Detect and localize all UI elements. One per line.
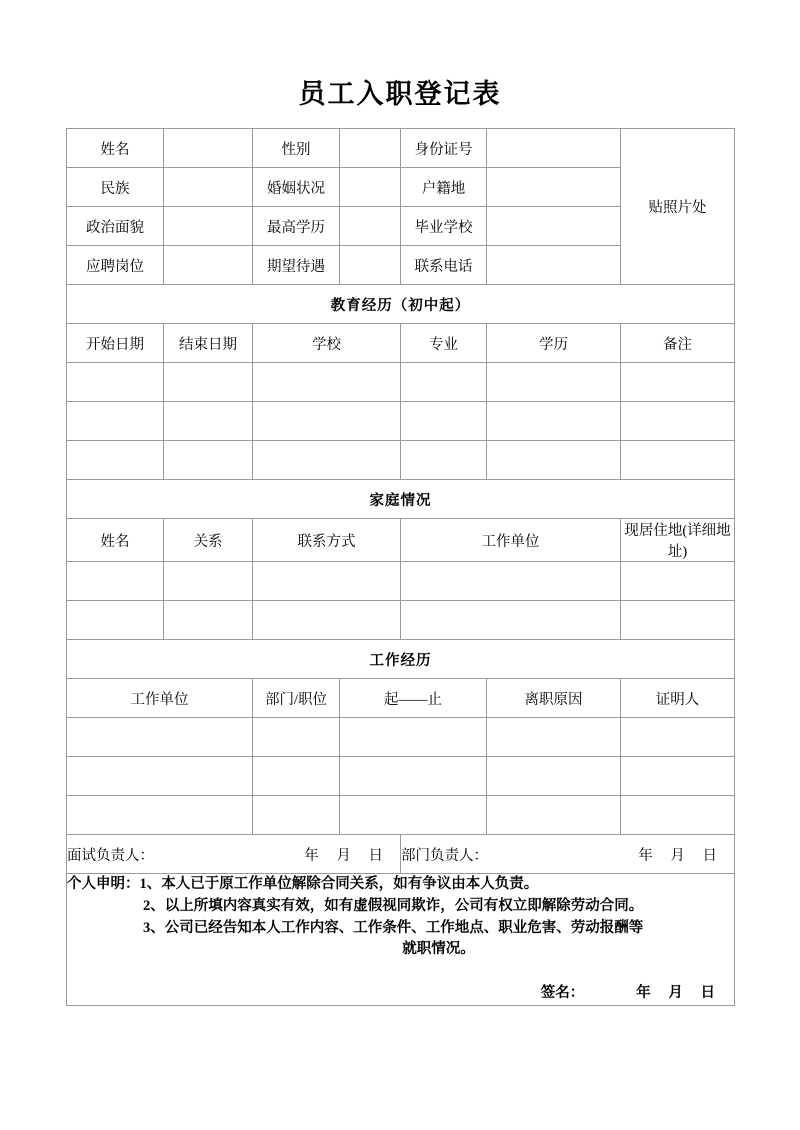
department-head-date-line: 年 月 日 [638, 847, 724, 864]
education-cell-major[interactable] [401, 363, 487, 402]
column-header-leaving-reason: 离职原因 [487, 679, 621, 718]
declaration-indent-spacer [67, 918, 143, 940]
table-row [67, 874, 735, 1006]
field-label-name: 姓名 [67, 129, 164, 168]
column-header-end-date: 结束日期 [164, 324, 253, 363]
education-cell-remark[interactable] [621, 441, 735, 480]
family-cell-address[interactable] [621, 601, 735, 640]
declaration-indent-spacer [67, 896, 143, 918]
field-value-political-status[interactable] [164, 207, 253, 246]
declaration-line-1 [67, 874, 734, 896]
field-label-highest-education: 最高学历 [253, 207, 340, 246]
column-header-remark: 备注 [621, 324, 735, 363]
declaration-line-2 [67, 896, 734, 918]
education-cell-end-date[interactable] [164, 363, 253, 402]
table-row [67, 757, 735, 796]
field-value-ethnicity[interactable] [164, 168, 253, 207]
education-cell-end-date[interactable] [164, 402, 253, 441]
column-header-major: 专业 [401, 324, 487, 363]
education-cell-school[interactable] [253, 441, 401, 480]
photo-placeholder[interactable]: 贴照片处 [621, 129, 735, 285]
field-label-ethnicity: 民族 [67, 168, 164, 207]
declaration-heading: 个人申明： [67, 876, 140, 892]
column-header-degree: 学历 [487, 324, 621, 363]
education-cell-start-date[interactable] [67, 441, 164, 480]
field-value-graduate-school[interactable] [487, 207, 621, 246]
section-header-education: 教育经历（初中起） [67, 285, 735, 324]
page-title: 员工入职登记表 [298, 79, 502, 109]
work-cell-department-position[interactable] [253, 757, 340, 796]
form-table [66, 128, 735, 1006]
field-label-expected-salary: 期望待遇 [253, 246, 340, 285]
family-cell-name[interactable] [67, 601, 164, 640]
personal-declaration-cell [67, 874, 735, 1006]
work-cell-referee[interactable] [621, 796, 735, 835]
column-header-work-employer: 工作单位 [67, 679, 253, 718]
field-label-contact-phone: 联系电话 [401, 246, 487, 285]
work-cell-employer[interactable] [67, 796, 253, 835]
field-value-name[interactable] [164, 129, 253, 168]
work-cell-leaving-reason[interactable] [487, 757, 621, 796]
field-value-contact-phone[interactable] [487, 246, 621, 285]
field-label-applied-position: 应聘岗位 [67, 246, 164, 285]
field-label-marital-status: 婚姻状况 [253, 168, 340, 207]
field-value-marital-status[interactable] [340, 168, 401, 207]
interviewer-date-line: 年 月 日 [304, 847, 390, 864]
declaration-item-3: 3、公司已经告知本人工作内容、工作条件、工作地点、职业危害、劳动报酬等 [143, 919, 644, 936]
table-row [67, 285, 735, 324]
education-cell-degree[interactable] [487, 363, 621, 402]
table-row [67, 363, 735, 402]
registration-form [66, 128, 734, 1006]
table-row [67, 519, 735, 562]
education-cell-remark[interactable] [621, 363, 735, 402]
declaration-item-3-continuation: 就职情况。 [402, 941, 475, 958]
declaration-item-2: 2、以上所填内容真实有效，如有虚假视同欺诈，公司有权立即解除劳动合同。 [143, 897, 644, 914]
family-cell-relationship[interactable] [164, 562, 253, 601]
education-cell-remark[interactable] [621, 402, 735, 441]
work-cell-referee[interactable] [621, 757, 735, 796]
column-header-relationship: 关系 [164, 519, 253, 562]
table-row [67, 718, 735, 757]
table-row [67, 640, 735, 679]
declaration-line-3 [67, 918, 734, 940]
column-header-family-contact: 联系方式 [253, 519, 401, 562]
interviewer-label: 面试负责人： [67, 847, 154, 864]
work-cell-period[interactable] [340, 718, 487, 757]
work-cell-leaving-reason[interactable] [487, 718, 621, 757]
work-cell-referee[interactable] [621, 718, 735, 757]
signature-date-line: 年 月 日 [636, 985, 722, 1001]
field-label-gender: 性别 [253, 129, 340, 168]
field-value-gender[interactable] [340, 129, 401, 168]
table-row [67, 601, 735, 640]
field-value-highest-education[interactable] [340, 207, 401, 246]
department-head-signature-cell[interactable] [401, 835, 735, 874]
work-cell-department-position[interactable] [253, 718, 340, 757]
field-label-id-number: 身份证号 [401, 129, 487, 168]
table-row [67, 129, 735, 168]
applicant-signature-row[interactable] [67, 983, 734, 1005]
table-row [67, 441, 735, 480]
column-header-family-name: 姓名 [67, 519, 164, 562]
column-header-referee: 证明人 [621, 679, 735, 718]
education-cell-degree[interactable] [487, 402, 621, 441]
work-cell-department-position[interactable] [253, 796, 340, 835]
table-row [67, 562, 735, 601]
column-header-school: 学校 [253, 324, 401, 363]
family-cell-name[interactable] [67, 562, 164, 601]
section-header-work: 工作经历 [67, 640, 735, 679]
field-label-political-status: 政治面貌 [67, 207, 164, 246]
field-label-household-registration: 户籍地 [401, 168, 487, 207]
section-header-family: 家庭情况 [67, 480, 735, 519]
education-cell-start-date[interactable] [67, 402, 164, 441]
declaration-item-1: 1、本人已于原工作单位解除合同关系，如有争议由本人负责。 [139, 876, 539, 892]
family-cell-relationship[interactable] [164, 601, 253, 640]
field-label-graduate-school: 毕业学校 [401, 207, 487, 246]
field-value-household-registration[interactable] [487, 168, 621, 207]
interviewer-signature-cell[interactable] [67, 835, 401, 874]
department-head-label: 部门负责人： [401, 847, 488, 864]
field-value-expected-salary[interactable] [340, 246, 401, 285]
education-cell-major[interactable] [401, 402, 487, 441]
education-cell-school[interactable] [253, 402, 401, 441]
table-row [67, 480, 735, 519]
family-cell-employer[interactable] [401, 601, 621, 640]
column-header-family-employer: 工作单位 [401, 519, 621, 562]
education-cell-start-date[interactable] [67, 363, 164, 402]
family-cell-address[interactable] [621, 562, 735, 601]
education-cell-degree[interactable] [487, 441, 621, 480]
family-cell-contact[interactable] [253, 562, 401, 601]
education-cell-major[interactable] [401, 441, 487, 480]
column-header-work-period: 起——止 [340, 679, 487, 718]
work-cell-employer[interactable] [67, 757, 253, 796]
table-row [67, 402, 735, 441]
education-cell-school[interactable] [253, 363, 401, 402]
table-row [67, 324, 735, 363]
table-row [67, 796, 735, 835]
work-cell-period[interactable] [340, 757, 487, 796]
column-header-start-date: 开始日期 [67, 324, 164, 363]
education-cell-end-date[interactable] [164, 441, 253, 480]
column-header-department-position: 部门/职位 [253, 679, 340, 718]
table-row [67, 679, 735, 718]
work-cell-employer[interactable] [67, 718, 253, 757]
column-header-current-address: 现居住地(详细地址) [621, 519, 735, 562]
field-value-applied-position[interactable] [164, 246, 253, 285]
family-cell-employer[interactable] [401, 562, 621, 601]
work-cell-leaving-reason[interactable] [487, 796, 621, 835]
family-cell-contact[interactable] [253, 601, 401, 640]
field-value-id-number[interactable] [487, 129, 621, 168]
work-cell-period[interactable] [340, 796, 487, 835]
signature-label: 签名： [540, 985, 585, 1001]
table-row [67, 835, 735, 874]
